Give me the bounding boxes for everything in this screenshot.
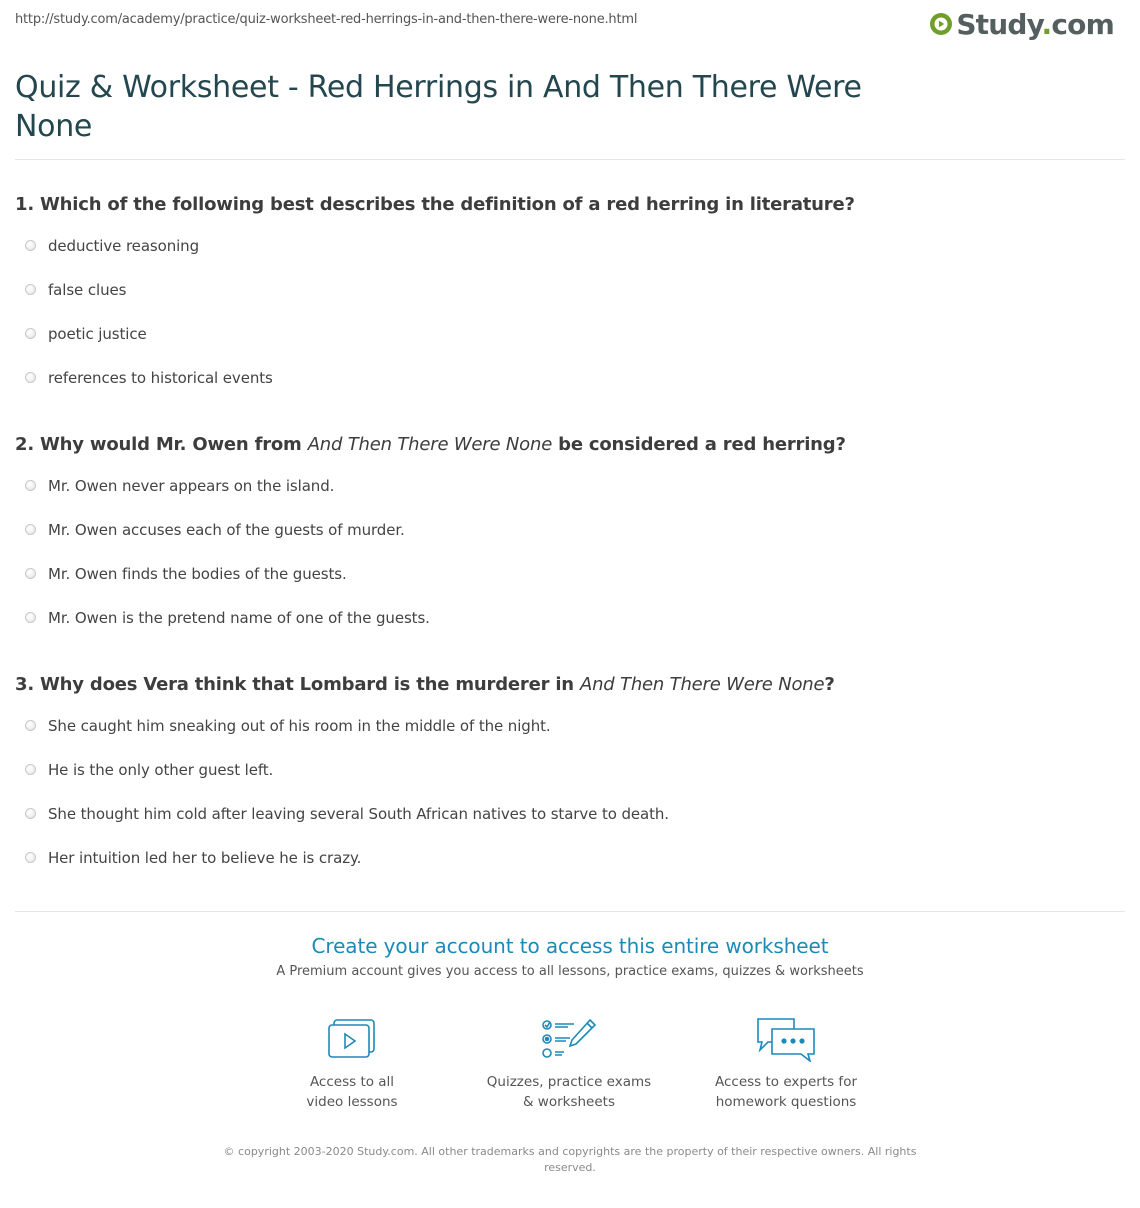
answer-option[interactable] bbox=[15, 520, 1125, 564]
radio-button[interactable] bbox=[25, 764, 36, 775]
answer-option[interactable] bbox=[15, 804, 1125, 848]
radio-button[interactable] bbox=[25, 480, 36, 491]
answer-label: She caught him sneaking out of his room in the middle of the night. bbox=[48, 717, 551, 735]
answer-label: false clues bbox=[48, 281, 127, 299]
feature-label: Access to all bbox=[309, 1074, 395, 1090]
answer-option[interactable] bbox=[15, 280, 1125, 324]
answer-option[interactable] bbox=[15, 324, 1125, 368]
answer-label: He is the only other guest left. bbox=[48, 761, 274, 779]
logo-text: Study.com bbox=[956, 7, 1114, 41]
answer-options bbox=[15, 476, 1125, 652]
signup-cta bbox=[0, 934, 1140, 979]
radio-button[interactable] bbox=[25, 808, 36, 819]
radio-button[interactable] bbox=[25, 372, 36, 383]
video-lessons-icon bbox=[326, 1016, 378, 1062]
answer-option[interactable] bbox=[15, 760, 1125, 804]
radio-button[interactable] bbox=[25, 284, 36, 295]
question-title: 2. Why would Mr. Owen from And Then There Were None be considered a red herring? bbox=[15, 434, 846, 455]
feature-label: Access to experts for bbox=[714, 1074, 857, 1090]
answer-option[interactable] bbox=[15, 716, 1125, 760]
answer-label: She thought him cold after leaving several South African natives to starve to death. bbox=[48, 805, 669, 823]
answer-label: Mr. Owen accuses each of the guests of murder. bbox=[48, 521, 405, 539]
answer-option[interactable] bbox=[15, 564, 1125, 608]
radio-button[interactable] bbox=[25, 568, 36, 579]
answer-label: deductive reasoning bbox=[48, 237, 200, 255]
question-3 bbox=[15, 673, 1125, 892]
answer-label: Mr. Owen never appears on the island. bbox=[48, 477, 335, 495]
cta-subtitle: A Premium account gives you access to all lessons, practice exams, quizzes & worksheets bbox=[276, 964, 864, 979]
study-logo[interactable] bbox=[929, 6, 1114, 42]
quiz-checklist-icon bbox=[540, 1016, 598, 1062]
answer-label: Mr. Owen finds the bodies of the guests. bbox=[48, 565, 347, 583]
copyright-footer: © copyright 2003-2020 Study.com. All other trademarks and copyrights are the property of their respective owners. All rights reserved. bbox=[223, 1145, 917, 1174]
question-2 bbox=[15, 433, 1125, 652]
divider bbox=[15, 159, 1125, 160]
answer-option[interactable] bbox=[15, 236, 1125, 280]
radio-button[interactable] bbox=[25, 612, 36, 623]
answer-option[interactable] bbox=[15, 368, 1125, 412]
feature-label: Quizzes, practice exams bbox=[486, 1074, 652, 1090]
question-title: 3. Why does Vera think that Lombard is the murderer in And Then There Were None? bbox=[15, 674, 835, 695]
feature-experts bbox=[686, 1016, 886, 1112]
chat-bubbles-icon bbox=[754, 1016, 818, 1062]
answer-label: poetic justice bbox=[48, 325, 147, 343]
question-title: 1. Which of the following best describes the definition of a red herring in literature? bbox=[15, 194, 855, 215]
divider bbox=[15, 911, 1125, 912]
feature-video-lessons bbox=[252, 1016, 452, 1112]
radio-button[interactable] bbox=[25, 720, 36, 731]
cta-title-link[interactable]: Create your account to access this entire worksheet bbox=[311, 934, 829, 958]
answer-options bbox=[15, 716, 1125, 892]
answer-option[interactable] bbox=[15, 608, 1125, 652]
radio-button[interactable] bbox=[25, 524, 36, 535]
answer-option[interactable] bbox=[15, 848, 1125, 892]
question-1 bbox=[15, 193, 1125, 412]
radio-button[interactable] bbox=[25, 852, 36, 863]
answer-option[interactable] bbox=[15, 476, 1125, 520]
answer-label: references to historical events bbox=[48, 369, 273, 387]
feature-label: homework questions bbox=[715, 1094, 857, 1110]
feature-label: video lessons bbox=[306, 1094, 398, 1110]
feature-label: & worksheets bbox=[522, 1094, 615, 1110]
page-title: Quiz & Worksheet - Red Herrings in And Then There Were None bbox=[15, 70, 862, 144]
answer-label: Her intuition led her to believe he is crazy. bbox=[48, 849, 362, 867]
feature-quizzes bbox=[469, 1016, 669, 1112]
answer-options bbox=[15, 236, 1125, 412]
radio-button[interactable] bbox=[25, 240, 36, 251]
answer-label: Mr. Owen is the pretend name of one of the guests. bbox=[48, 609, 430, 627]
play-circle-icon bbox=[929, 12, 953, 36]
page-url: http://study.com/academy/practice/quiz-worksheet-red-herrings-in-and-then-there-were-none.html bbox=[15, 12, 638, 27]
radio-button[interactable] bbox=[25, 328, 36, 339]
